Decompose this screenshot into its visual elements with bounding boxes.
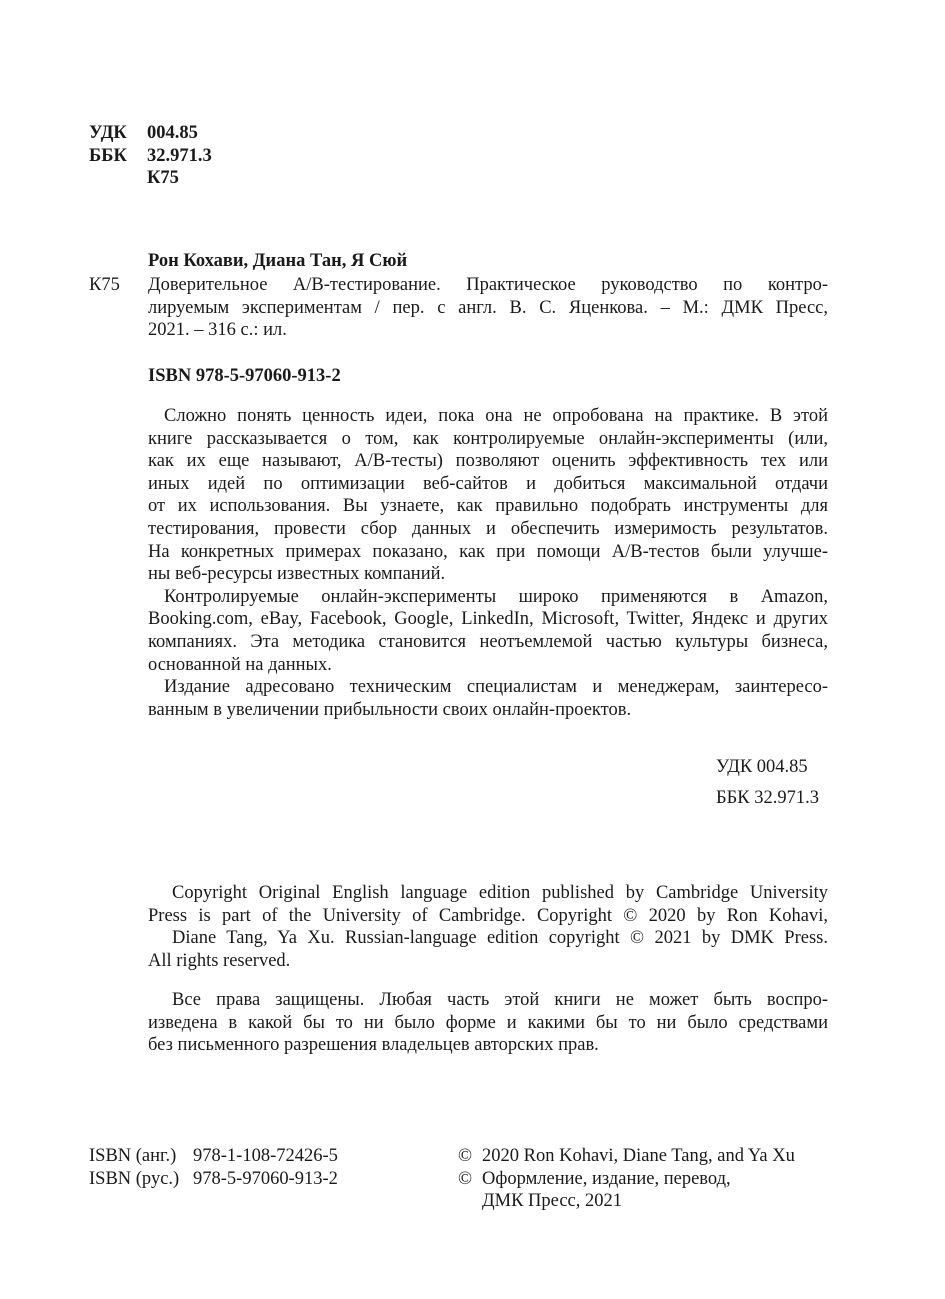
copyright-row (458, 1190, 795, 1213)
annotation-line: Контролируемые онлайн-эксперименты широко применяются в Amazon, (164, 586, 828, 607)
annotation (148, 405, 828, 721)
bbk-value: 32.971.3 (147, 145, 212, 166)
annotation-line: компаниях. Эта методика становится неотъемлемой частью культуры бизнеса, (148, 631, 828, 652)
udk-value: 004.85 (147, 123, 198, 143)
bibliographic-reference (148, 274, 828, 342)
copyright-symbol: © (458, 1146, 473, 1166)
copyright-row (458, 1145, 795, 1168)
annotation-line: как их еще называют, А/В-тесты) позволяют оценить эффективность тех или (148, 451, 828, 472)
copyright-line: Diane Tang, Ya Xu. Russian-language edition copyright © 2021 by DMK Press. (172, 928, 828, 949)
copyright-notice (148, 882, 828, 972)
udk-label: УДК (89, 123, 127, 143)
reference-line: 2021. – 316 с.: ил. (148, 320, 287, 341)
bbk-label: ББК (89, 145, 127, 166)
annotation-line: Сложно понять ценность идеи, пока она не опробована на практике. В этой (164, 406, 828, 426)
copyright-list (458, 1145, 795, 1213)
isbn-label: ISBN (рус.) (89, 1168, 180, 1189)
copyright-row (458, 1168, 795, 1191)
reference-line: лируемым экспериментам / пер. с англ. В. С. Яценкова. – М.: ДМК Пресс, (148, 297, 828, 318)
annotation-line: ванным в увеличении прибыльности своих онлайн-проектов. (148, 699, 632, 720)
classification-block (89, 122, 212, 190)
reference-line: Доверительное А/В-тестирование. Практическое руководство по контро- (148, 275, 828, 295)
author-mark: К75 (147, 168, 179, 189)
copyright-text: Оформление, издание, перевод, (482, 1168, 731, 1189)
copyright-line: Press is part of the University of Cambridge. Copyright © 2020 by Ron Kohavi, (148, 905, 828, 926)
reference-mark: К75 (89, 275, 120, 295)
annotation-line: книге рассказывается о том, как контролируемые онлайн-эксперименты (или, (148, 428, 828, 449)
authors: Рон Кохави, Диана Тан, Я Сюй (148, 251, 408, 271)
isbn-main: ISBN 978-5-97060-913-2 (148, 366, 341, 386)
annotation-line: от их использования. Вы узнаете, как правильно подобрать инструменты для (148, 496, 828, 517)
isbn-row (89, 1145, 338, 1168)
copyright-line: All rights reserved. (148, 950, 291, 971)
rights-notice (148, 989, 828, 1057)
rights-line: Все права защищены. Любая часть этой книги не может быть воспро- (172, 990, 828, 1010)
annotation-line: ны веб-ресурсы известных компаний. (148, 564, 446, 585)
annotation-line: иных идей по оптимизации веб-сайтов и добиться максимальной отдачи (148, 473, 828, 494)
isbn-value: 978-5-97060-913-2 (193, 1168, 338, 1189)
annotation-line: Booking.com, eBay, Facebook, Google, LinkedIn, Microsoft, Twitter, Яндекс и других (148, 609, 828, 630)
copyright-text: 2020 Ron Kohavi, Diane Tang, and Ya Xu (482, 1146, 795, 1166)
isbn-row (89, 1168, 338, 1191)
copyright-symbol: © (458, 1168, 473, 1189)
isbn-label: ISBN (анг.) (89, 1146, 177, 1166)
bbk-code: ББК 32.971.3 (716, 788, 819, 808)
isbn-value: 978-1-108-72426-5 (193, 1146, 338, 1166)
rights-line: изведена в какой бы то ни было форме и какими бы то ни было средствами (148, 1012, 828, 1033)
annotation-line: основанной на данных. (148, 654, 332, 675)
copyright-text: ДМК Пресс, 2021 (482, 1191, 622, 1212)
annotation-line: Издание адресовано техническим специалистам и менеджерам, заинтересо- (164, 677, 828, 698)
copyright-line: Copyright Original English language edition published by Cambridge University (172, 883, 828, 903)
annotation-line: На конкретных примерах показано, как при помощи А/В-тестов были улучше- (148, 541, 828, 562)
classification-right (716, 752, 819, 814)
udk-code: УДК 004.85 (716, 757, 808, 777)
isbn-list (89, 1145, 338, 1190)
annotation-line: тестирования, провести сбор данных и обеспечить измеримость результатов. (148, 518, 828, 539)
rights-line: без письменного разрешения владельцев авторских прав. (148, 1035, 599, 1056)
